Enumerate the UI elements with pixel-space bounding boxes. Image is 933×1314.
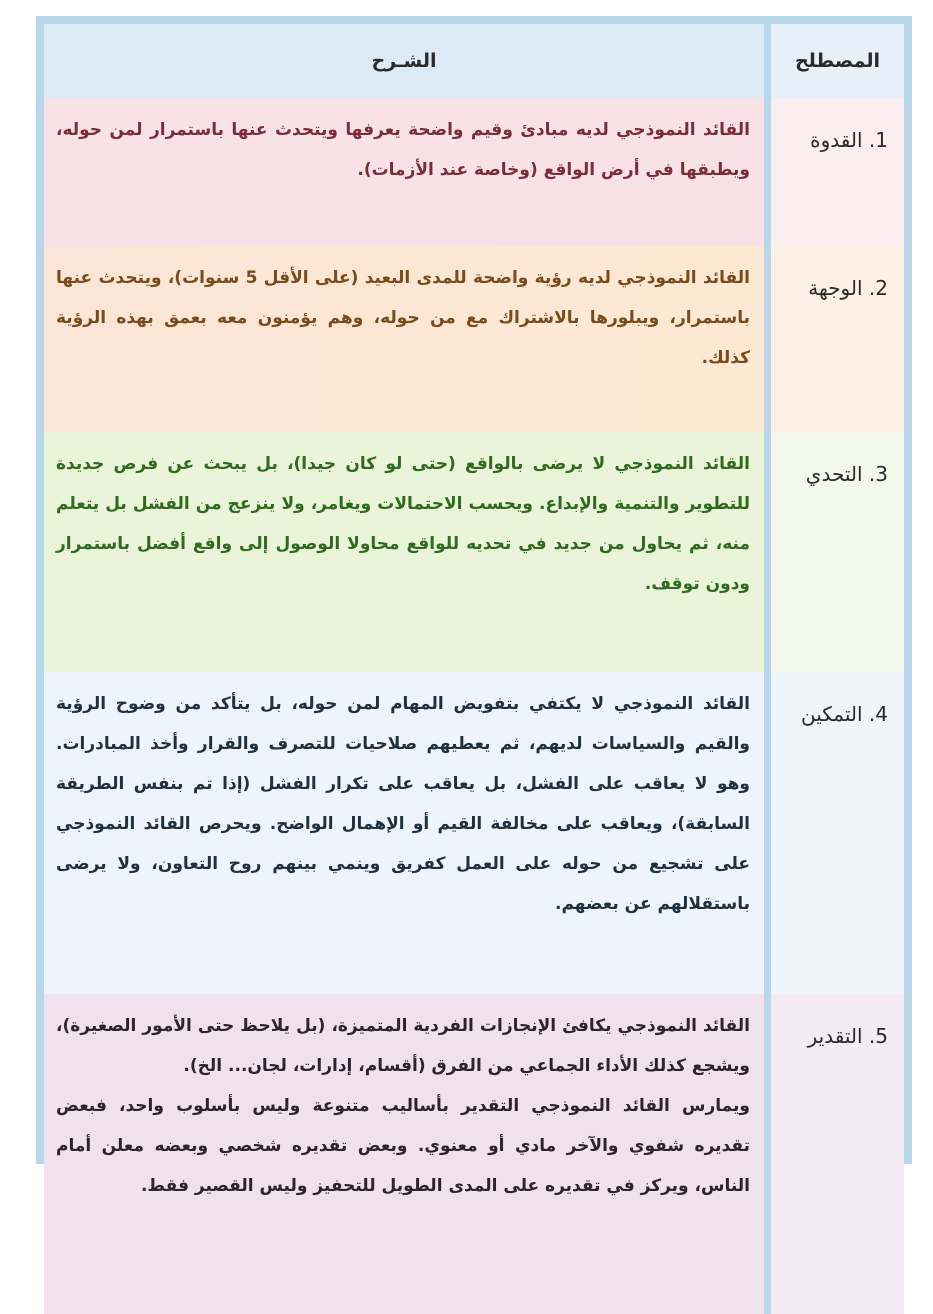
row-explanation: القائد النموذجي لديه مبادئ وقيم واضحة يعرفها ويتحدث عنها باستمرار لمن حوله، ويطبقها في أرض الواقع (وخاصة عند الأزمات). bbox=[44, 98, 764, 246]
header-explanation: الشـرح bbox=[44, 24, 764, 98]
terms-table-frame bbox=[36, 16, 912, 1196]
table-row bbox=[44, 432, 904, 672]
row-explanation: القائد النموذجي لديه رؤية واضحة للمدى البعيد (على الأقل 5 سنوات)، ويتحدث عنها باستمرار، ويبلورها بالاشتراك مع من حوله، وهم يؤمنون معه بعمق بهذه الرؤية كذلك. bbox=[44, 246, 764, 432]
table-row bbox=[44, 994, 904, 1314]
row-term: 1. القدوة bbox=[771, 98, 904, 246]
table-row bbox=[44, 98, 904, 246]
row-term: 3. التحدي bbox=[771, 432, 904, 672]
row-explanation bbox=[44, 994, 764, 1314]
row-explanation: القائد النموذجي لا يرضى بالواقع (حتى لو كان جيدا)، بل يبحث عن فرص جديدة للتطوير والتنمية والإبداع. ويحسب الاحتمالات ويغامر، ولا ينزعج من الفشل بل يتعلم منه، ثم يحاول من جديد في تحديه للواقع محاولا الوصول إلى واقع أفضل باستمرار ودون توقف. bbox=[44, 432, 764, 672]
row-explanation: القائد النموذجي لا يكتفي بتفويض المهام لمن حوله، بل يتأكد من وضوح الرؤية والقيم والسياسات لديهم، ثم يعطيهم صلاحيات للتصرف والقرار وأخذ المبادرات. وهو لا يعاقب على الفشل، بل يعاقب على تكرار الفشل (إذا تم بنفس الطريقة السابقة)، ويعاقب على مخالفة القيم أو الإهمال الواضح. ويحرص القائد النموذجي على تشجيع من حوله على العمل كفريق وينمي بينهم روح التعاون، ولا يرضى باستقلالهم عن بعضهم. bbox=[44, 672, 764, 994]
row-term: 5. التقدير bbox=[771, 994, 904, 1314]
row-term: 2. الوجهة bbox=[771, 246, 904, 432]
table-header-row bbox=[44, 24, 904, 98]
table-row bbox=[44, 246, 904, 432]
row-explanation-paragraph: ويمارس القائد النموذجي التقدير بأساليب متنوعة وليس بأسلوب واحد، فبعض تقديره شفوي والآخر مادي أو معنوي. وبعض تقديره شخصي وبعضه معلن أمام الناس، ويركز في تقديره على المدى الطويل للتحفيز وليس القصير فقط. bbox=[56, 1096, 750, 1196]
row-term: 4. التمكين bbox=[771, 672, 904, 994]
row-explanation-paragraph: القائد النموذجي يكافئ الإنجازات الفردية المتميزة، (بل يلاحظ حتى الأمور الصغيرة)، ويشجع كذلك الأداء الجماعي من الفرق (أقسام، إدارات، لجان... الخ). bbox=[56, 1016, 750, 1076]
table-row bbox=[44, 672, 904, 994]
header-term: المصطلح bbox=[771, 24, 904, 98]
terms-table bbox=[44, 24, 904, 1314]
